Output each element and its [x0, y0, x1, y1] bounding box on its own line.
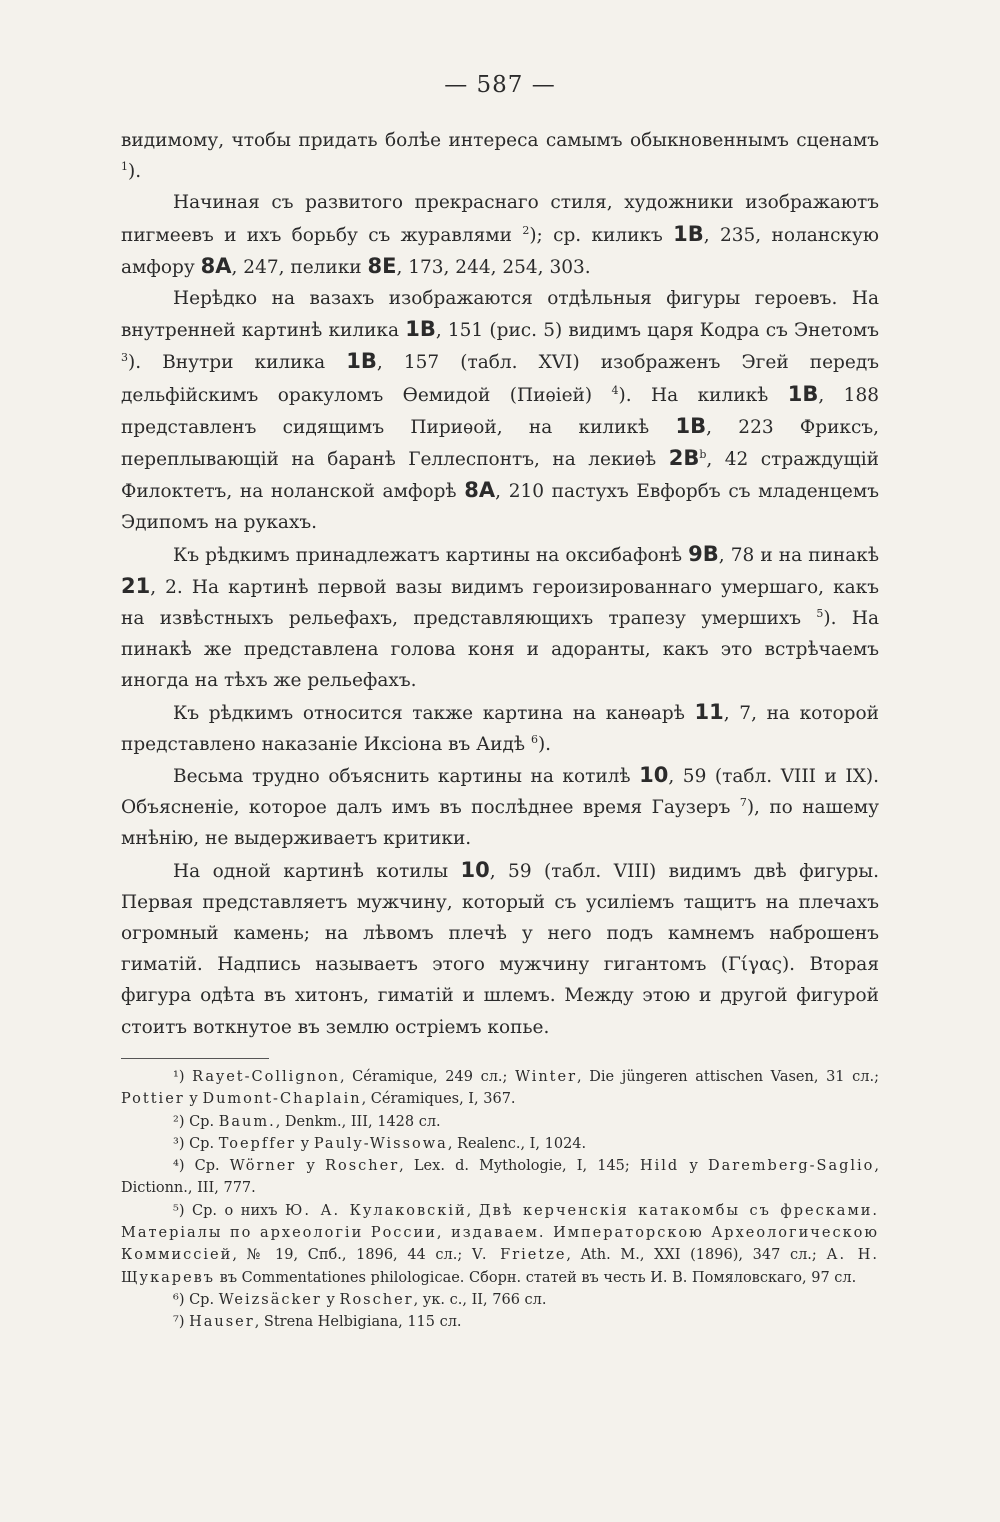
vase-class-label: 21 — [121, 573, 151, 598]
paragraph — [121, 539, 879, 697]
text-run: , Die jüngeren attischen Vasen, 31 сл.; — [577, 1069, 879, 1085]
vase-class-label: 10 — [639, 763, 669, 788]
author-name: Winter — [515, 1069, 578, 1085]
author-name: Weizsäcker — [218, 1291, 322, 1308]
text-run: , Céramique, 249 сл.; — [339, 1069, 516, 1085]
text-run: , 210 пастухъ Евфорбъ съ младенцемъ Эдипомъ на рукахъ. — [121, 481, 879, 534]
text-run: ). На пинакѣ же представлена голова коня и адоранты, какъ это встрѣчаемъ иногда на тѣхъ же рельефахъ. — [121, 608, 879, 692]
text-run: ³) Ср. — [173, 1135, 219, 1152]
footnote-ref: 1 — [121, 160, 128, 174]
author-name: Rayet-Collignon — [192, 1069, 340, 1085]
text-run: , № 19, Спб., 1896, 44 сл.; — [232, 1247, 472, 1264]
text-run: у — [296, 1158, 326, 1175]
text-run: ). Внутри килика — [128, 352, 347, 374]
text-run: у — [184, 1091, 203, 1108]
paragraph — [121, 697, 879, 760]
text-run: Нерѣдко на вазахъ изображаются отдѣльныя фигуры героевъ. На внутренней картинѣ килика — [121, 288, 879, 342]
author-name: Daremberg-Saglio — [708, 1158, 875, 1175]
footnote-ref: 5 — [816, 606, 824, 620]
text-run: ¹) — [173, 1069, 193, 1085]
text-run: На одной картинѣ котилы — [173, 860, 461, 882]
author-name: Pottier — [121, 1091, 185, 1108]
paragraph — [121, 187, 879, 283]
text-run: ), по нашему мнѣнію, не выдерживаетъ критики. — [121, 797, 879, 850]
footnote-ref: b — [699, 447, 707, 461]
text-run: , 247, пелики — [231, 256, 368, 278]
text-run: , 59 (табл. VIII) видимъ двѣ фигуры. Первая представляетъ мужчину, который съ усиліемъ тащитъ на плечахъ огромный камень; на лѣвомъ плечѣ у него подъ камнемъ наброшенъ гиматій. Надпись называетъ этого мужчину гигантомъ (Γίγας). Вторая фигура одѣта въ хитонъ, гиматій и шлемъ. Между этою и другой фигурой стоитъ воткнутое въ землю остріемъ копье. — [121, 860, 879, 1038]
footnote — [121, 1311, 879, 1333]
text-run: Къ рѣдкимъ относится также картина на канѳарѣ — [173, 702, 695, 724]
text-run: Начиная съ развитого прекраснаго стиля, художники изображаютъ пигмеевъ и ихъ борьбу съ журавлями — [121, 192, 879, 246]
vase-class-label: 10 — [460, 857, 490, 882]
text-run: , Strena Helbigiana, 115 сл. — [254, 1314, 462, 1331]
author-name: V. Frietze — [471, 1247, 567, 1264]
author-name: Hauser — [189, 1314, 255, 1331]
vase-class-label: 1B — [673, 221, 704, 246]
footnote — [121, 1111, 879, 1133]
author-name: Pauly-Wissowa — [313, 1135, 448, 1152]
text-run: , 151 (рис. 5) видимъ царя Кодра съ Энетомъ — [435, 320, 879, 342]
footnote — [121, 1066, 879, 1111]
text-run: , 7, на которой представлено наказаніе Иксіона въ Аидѣ — [121, 702, 879, 755]
text-run: , 188 представленъ сидящимъ Пириѳой, на киликѣ — [121, 384, 879, 438]
text-run: , 173, 244, 254, 303. — [396, 256, 591, 278]
text-run: ⁷) — [173, 1314, 190, 1331]
text-run: , Realenc., I, 1024. — [447, 1135, 587, 1152]
text-run: , Ath. M., XXI (1896), 347 сл.; — [566, 1247, 827, 1264]
text-run: ⁵) Ср. о нихъ — [173, 1202, 286, 1219]
text-run: , 2. На картинѣ первой вазы видимъ героизированнаго умершаго, какъ на извѣстныхъ рельефахъ, представляющихъ трапезу умершихъ — [121, 576, 879, 630]
footnote — [121, 1289, 879, 1311]
text-run: ²) Ср. — [173, 1113, 219, 1130]
text-run: ⁶) Ср. — [173, 1291, 219, 1308]
author-name: Ю. А. Кулаковскій — [285, 1202, 467, 1219]
author-name: Roscher — [325, 1158, 400, 1175]
page-number: — 587 — — [444, 72, 556, 98]
author-name: Baum. — [218, 1113, 276, 1130]
paragraph — [121, 760, 879, 855]
footnote-ref: 3 — [121, 351, 128, 365]
text-run: , Lex. d. Mythologie, I, 145; — [399, 1158, 640, 1175]
text-run: , 42 страждущій Филоктетъ, на ноланской амфорѣ — [121, 449, 879, 503]
footnote-ref: 4 — [611, 383, 619, 397]
text-run: , 78 и на пинакѣ — [718, 544, 879, 566]
text-run: видимому, чтобы придать болѣе интереса самымъ обыкновеннымъ сценамъ — [121, 130, 879, 151]
vase-class-label: 2B — [668, 446, 700, 471]
text-run: , Denkm., III, 1428 сл. — [275, 1113, 441, 1130]
vase-class-label: 1B — [346, 349, 377, 374]
author-name: А. Н. Щукаревъ — [121, 1247, 879, 1286]
vase-class-label: 8A — [464, 478, 496, 503]
footnote — [121, 1133, 879, 1155]
footnotes — [121, 1066, 879, 1334]
text-run: ). На киликѣ — [618, 384, 788, 406]
text-run: въ Commentationes philologicae. Сборн. статей въ честь И. В. Помяловскаго, 97 сл. — [215, 1269, 857, 1286]
text-run: у — [321, 1291, 340, 1308]
text-run: , 157 (табл. XVI) изображенъ Эгей передъ дельфійскимъ оракуломъ Ѳемидой (Пиѳіей) — [121, 352, 879, 406]
text-run: , 235, ноланскую амфору — [121, 224, 879, 278]
text-run: , Céramiques, I, 367. — [361, 1091, 516, 1108]
vase-class-label: 8E — [367, 253, 397, 278]
author-name: Hild — [639, 1158, 680, 1175]
author-name: Roscher — [339, 1291, 414, 1308]
text-run: Весьма трудно объяснить картины на котилѣ — [173, 766, 640, 788]
paragraph — [121, 855, 879, 1043]
paragraph — [121, 283, 879, 539]
text-run: у — [679, 1158, 709, 1175]
author-name: Dumont-Chaplain — [202, 1091, 362, 1108]
vase-class-label: 11 — [694, 699, 724, 724]
vase-class-label: 9B — [688, 541, 719, 566]
paragraph — [121, 125, 879, 187]
footnote-ref: 7 — [739, 796, 747, 810]
text-run: , ук. с., II, 766 сл. — [413, 1291, 547, 1308]
text-run: Къ рѣдкимъ принадлежатъ картины на оксибафонѣ — [173, 544, 689, 566]
author-name: Wörner — [229, 1158, 297, 1175]
text-run: ). — [128, 161, 142, 183]
text-run: у — [296, 1135, 314, 1152]
main-text — [121, 125, 879, 1043]
text-run: , Dictionn., III, 777. — [121, 1158, 879, 1197]
footnote-divider — [121, 1058, 269, 1059]
vase-class-label: 8A — [200, 253, 232, 278]
text-run: ). — [537, 733, 552, 755]
vase-class-label: 1B — [787, 381, 819, 406]
vase-class-label: 1B — [405, 317, 436, 342]
footnote-ref: 2 — [522, 223, 530, 237]
footnote — [121, 1200, 879, 1289]
author-name: Двѣ керченскія катакомбы съ фресками. Матеріалы по археологіи России, издаваем. Императорскою Археологическою Коммиссіей — [121, 1202, 880, 1264]
vase-class-label: 1B — [675, 413, 707, 438]
text-run: , 223 Фриксъ, переплывающій на баранѣ Геллеспонтъ, на лекиѳѣ — [121, 416, 879, 471]
footnote — [121, 1155, 879, 1200]
footnote-ref: 6 — [530, 732, 538, 746]
text-run: ); ср. киликъ — [529, 224, 674, 246]
text-run: , — [466, 1202, 479, 1219]
author-name: Toepffer — [218, 1135, 297, 1152]
text-run: , 59 (табл. VIII и IX). Объясненіе, которое далъ имъ въ послѣднее время Гаузеръ — [121, 766, 879, 819]
text-run: ⁴) Ср. — [173, 1158, 230, 1175]
